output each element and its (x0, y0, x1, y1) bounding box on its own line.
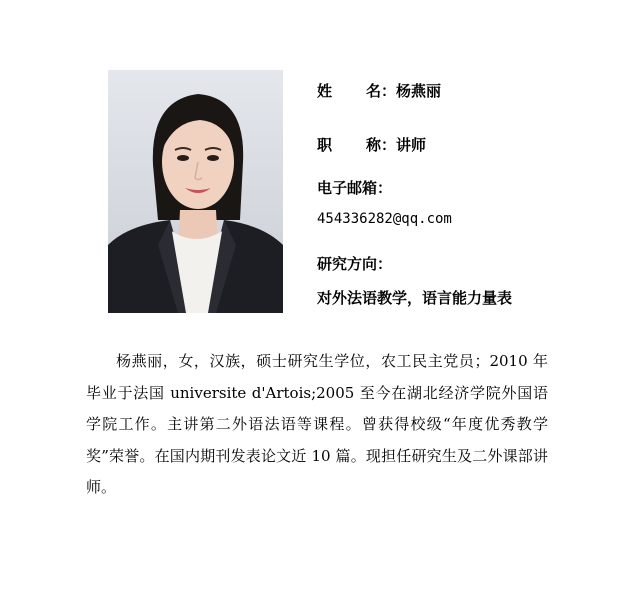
name-row (317, 80, 441, 101)
title-value: 讲师 (396, 136, 427, 154)
name-label-part2: 名： (366, 82, 397, 100)
title-label-part1: 职 (317, 136, 333, 154)
title-label-part2: 称： (366, 136, 397, 154)
research-label: 研究方向： (317, 255, 393, 273)
title-row (317, 134, 426, 155)
email-label: 电子邮箱： (317, 179, 393, 197)
portrait-illustration (108, 70, 283, 313)
research-value: 对外法语教学，语言能力量表 (317, 289, 513, 307)
name-value: 杨燕丽 (396, 82, 442, 100)
portrait-photo (108, 70, 283, 313)
name-label-part1: 姓 (317, 82, 333, 100)
biography-paragraph: 杨燕丽，女，汉族，硕士研究生学位，农工民主党员；2010 年毕业于法国 universite d'Artois;2005 至今在湖北经济学院外国语学院工作。主讲第二外语法语等课程。曾获得校级“年度优秀教学奖”荣誉。在国内期刊发表论文近 10 篇。现担任研究生及二外课部讲师。 (86, 352, 548, 496)
email-value: 454336282@qq.com (317, 211, 452, 227)
